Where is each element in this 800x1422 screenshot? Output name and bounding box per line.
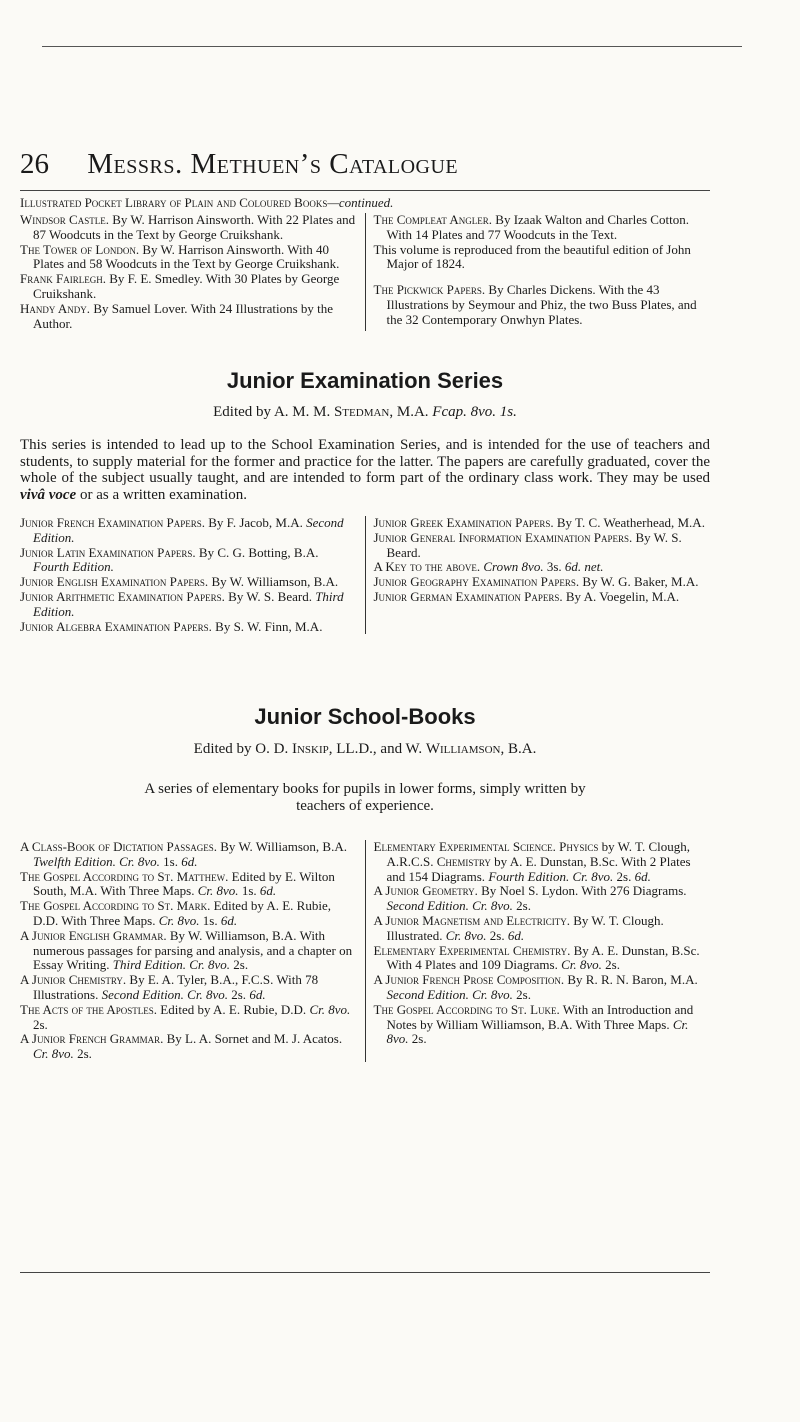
entry-price: 2s. bbox=[230, 957, 249, 973]
entry-details: By W. Harrison Ainsworth. With 40 Plates and 58 Woodcuts in the Text by George Cruikshank. bbox=[33, 241, 340, 272]
entry-details: By A. Voegelin, M.A. bbox=[562, 588, 680, 604]
catalogue-entry bbox=[374, 213, 711, 243]
catalogue-entry bbox=[374, 283, 711, 327]
entry-title: The Gospel According to St. Luke. bbox=[373, 1001, 560, 1017]
catalogue-entry bbox=[374, 884, 711, 914]
catalogue-entry bbox=[20, 840, 357, 870]
catalogue-entry bbox=[374, 560, 711, 575]
catalogue-entry bbox=[374, 531, 711, 561]
entry-details: By T. C. Weatherhead, M.A. bbox=[553, 515, 705, 530]
format: Fcap. 8vo. bbox=[432, 404, 497, 420]
entry-format: Cr. 8vo. bbox=[561, 957, 602, 973]
entry-format: Cr. 8vo. bbox=[309, 1001, 351, 1017]
catalogue-entry bbox=[20, 590, 357, 620]
entry-price-pence: 6d. bbox=[259, 883, 277, 899]
entry-details: By W. Williamson, B.A. bbox=[217, 839, 347, 854]
junior-exam-list bbox=[20, 516, 710, 634]
entry-title: Junior Arithmetic Examination Papers. bbox=[20, 588, 225, 604]
entry-title: Elementary Experimental Chemistry. bbox=[373, 942, 571, 958]
entry-price-pence: 6d. bbox=[220, 912, 238, 928]
price: 1s. bbox=[496, 404, 517, 420]
illustrated-left-column bbox=[20, 213, 366, 331]
entry-details: By W. Harrison Ainsworth. With 22 Plates and 87 Woodcuts in the Text by George Cruikshank. bbox=[33, 212, 356, 242]
entry-details: By W. S. Beard. bbox=[386, 529, 682, 560]
entry-price-pence: 6d. bbox=[507, 927, 525, 943]
entry-details-2: by A. E. Dunstan, B.Sc. With 2 Plates and 154 Diagrams. bbox=[386, 853, 691, 884]
catalogue-entry bbox=[20, 575, 357, 590]
illustrated-right-column bbox=[366, 213, 711, 331]
catalogue-entry bbox=[374, 575, 711, 590]
entry-title: The Compleat Angler. bbox=[373, 212, 493, 227]
entry-note: This volume is reproduced from the beautiful edition of John Major of 1824. bbox=[373, 241, 691, 272]
entry-details: By Izaak Walton and Charles Cotton. With 14 Plates and 77 Woodcuts in the Text. bbox=[386, 212, 689, 242]
entry-title-2: Chemistry bbox=[436, 853, 491, 869]
entry-details: By C. G. Botting, B.A. bbox=[195, 544, 319, 560]
page-number: 26 bbox=[20, 148, 49, 180]
catalogue-entry bbox=[20, 973, 357, 1003]
catalogue-entry bbox=[20, 899, 357, 929]
entry-title: Windsor Castle. bbox=[20, 212, 109, 227]
catalogue-entry bbox=[374, 840, 711, 884]
entry-details: By L. A. Sornet and M. J. Acatos. bbox=[163, 1031, 343, 1047]
entry-format: Cr. 8vo. bbox=[386, 1016, 689, 1047]
catalogue-entry bbox=[20, 213, 357, 243]
entry-price: 2s. bbox=[613, 868, 635, 884]
entry-format: Second Edition. Cr. 8vo. bbox=[101, 986, 228, 1002]
entry-price: 2s. bbox=[73, 1046, 92, 1062]
entry-price: 3s. bbox=[543, 559, 565, 575]
illustrated-section bbox=[20, 213, 710, 331]
entry-details: Edited by A. E. Rubie, D.D. With Three Maps. bbox=[33, 898, 331, 928]
entry-title: A Junior Chemistry. bbox=[20, 972, 127, 988]
entry-format: Cr. 8vo. bbox=[197, 883, 239, 899]
catalogue-entry bbox=[374, 590, 711, 605]
junior-school-title: Junior School-Books bbox=[254, 704, 476, 729]
entry-details: By W. Williamson, B.A. bbox=[208, 574, 339, 590]
entry-format: Cr. 8vo. bbox=[445, 927, 487, 943]
entry-details: With an Introduction and Notes by William Williamson, B.A. With Three Maps. bbox=[386, 1001, 694, 1032]
editor-suffix-2: , B.A. bbox=[500, 741, 537, 757]
entry-details: Edited by E. Wilton South, M.A. With Three Maps. bbox=[33, 868, 335, 899]
entry-title: Junior Latin Examination Papers. bbox=[20, 544, 196, 560]
entry-title: The Pickwick Papers. bbox=[373, 282, 486, 298]
catalogue-entry bbox=[374, 1003, 711, 1047]
entry-format: Crown 8vo. bbox=[483, 559, 544, 575]
entry-price: 2s. bbox=[228, 986, 250, 1002]
entry-format: Second Edition. bbox=[33, 515, 344, 545]
entry-title: The Acts of the Apostles. bbox=[20, 1001, 158, 1017]
catalogue-title: Messrs. Methuen’s Catalogue bbox=[87, 148, 459, 180]
junior-school-list bbox=[20, 840, 710, 1062]
entry-title: Junior Greek Examination Papers. bbox=[373, 515, 554, 530]
entry-details: By R. R. N. Baron, M.A. bbox=[564, 972, 698, 988]
entry-title: A Junior Geometry. bbox=[373, 883, 478, 899]
catalogue-entry bbox=[20, 870, 357, 900]
entry-title: Elementary Experimental Science. Physics bbox=[373, 839, 599, 854]
junior-exam-editor bbox=[20, 404, 710, 421]
entry-price-pence: 6d. bbox=[181, 853, 198, 869]
editor-name-williamson: Williamson bbox=[425, 741, 501, 757]
entry-price: 1s. bbox=[159, 853, 182, 869]
school-right-column bbox=[366, 840, 711, 1062]
junior-exam-description bbox=[20, 437, 710, 503]
entry-price: 1s. bbox=[238, 883, 260, 899]
catalogue-entry bbox=[20, 516, 357, 546]
entry-title: A Junior French Grammar. bbox=[20, 1031, 164, 1047]
entry-format: Cr. 8vo. bbox=[33, 1046, 74, 1062]
entry-price-pence: 6d. bbox=[634, 868, 651, 884]
catalogue-entry bbox=[20, 929, 357, 973]
editor-name-inskip: Inskip bbox=[291, 741, 329, 757]
entry-details: By F. Jacob, M.A. bbox=[204, 515, 307, 530]
entry-details: By W. T. Clough. Illustrated. bbox=[386, 912, 664, 943]
catalogue-entry bbox=[20, 1032, 357, 1062]
entry-details: By S. W. Finn, M.A. bbox=[211, 618, 323, 634]
entry-title: The Gospel According to St. Matthew. bbox=[20, 868, 229, 884]
entry-details: By Charles Dickens. With the 43 Illustrations by Seymour and Phiz, the two Buss Plates, and the 32 Contemporary Onwhyn Plates. bbox=[386, 282, 697, 327]
entry-title: Junior Algebra Examination Papers. bbox=[20, 618, 212, 634]
entry-price: 2s. bbox=[486, 927, 508, 943]
entry-details: Edited by A. E. Rubie, D.D. bbox=[157, 1001, 310, 1017]
editor-prefix: Edited by A. M. M. bbox=[213, 404, 334, 420]
junior-exam-title: Junior Examination Series bbox=[226, 368, 504, 393]
entry-format: Cr. 8vo. bbox=[158, 912, 200, 928]
desc-before: This series is intended to lead up to the School Examination Series, and is intended for the use of teachers and students, to supply material for the former and practice for the latter. The papers are carefully graduated, cover the whole of the subject usually taught, and are intended to form part of the ordinary class work. They may be used bbox=[20, 437, 710, 486]
entry-title: Junior German Examination Papers. bbox=[373, 588, 563, 604]
entry-price-pence: 6d. net. bbox=[564, 559, 604, 575]
editor-prefix-2: Edited by O. D. bbox=[193, 741, 292, 757]
school-left-column bbox=[20, 840, 366, 1062]
entry-price: 2s. bbox=[601, 957, 620, 973]
entry-format: Second Edition. Cr. 8vo. bbox=[386, 898, 513, 914]
catalogue-entry bbox=[374, 914, 711, 944]
entry-title: A Class-Book of Dictation Passages. bbox=[20, 839, 218, 854]
entry-title: A Junior English Grammar. bbox=[20, 927, 167, 943]
entry-details: By Noel S. Lydon. With 276 Diagrams. bbox=[477, 883, 687, 899]
entry-format: Second Edition. Cr. 8vo. bbox=[386, 986, 513, 1002]
desc-italic: vivâ voce bbox=[20, 486, 77, 503]
entry-format: Third Edition. Cr. 8vo. bbox=[112, 957, 231, 973]
entry-details: By W. S. Beard. bbox=[224, 588, 316, 604]
catalogue-entry bbox=[20, 243, 357, 273]
editor-middle: , LL.D., and W. bbox=[328, 741, 426, 757]
entry-details: By A. E. Dunstan, B.Sc. With 4 Plates and 109 Diagrams. bbox=[386, 942, 700, 973]
bottom-divider bbox=[20, 1272, 710, 1273]
editor-name: Stedman bbox=[333, 404, 390, 420]
entry-title: Junior General Information Examination Papers. bbox=[373, 529, 633, 545]
catalogue-entry bbox=[20, 302, 357, 332]
entry-title: The Tower of London. bbox=[20, 241, 140, 257]
entry-price: 2s. bbox=[33, 1016, 48, 1032]
catalogue-entry bbox=[20, 620, 357, 635]
entry-title: Junior Geography Examination Papers. bbox=[373, 574, 580, 590]
entry-price: 2s. bbox=[512, 898, 531, 914]
catalogue-entry bbox=[20, 272, 357, 302]
entry-details: By W. Williamson, B.A. With numerous passages for parsing and analysis, and a chapter on Essay Writing. bbox=[33, 927, 353, 973]
entry-format: Twelfth Edition. Cr. 8vo. bbox=[33, 853, 160, 869]
entry-price-pence: 6d. bbox=[249, 986, 266, 1002]
entry-details: by W. T. Clough, A.R.C.S. bbox=[386, 839, 691, 869]
editor-suffix: , M.A. bbox=[389, 404, 433, 420]
entry-title: Junior French Examination Papers. bbox=[20, 515, 205, 530]
entry-price: 2s. bbox=[512, 986, 531, 1002]
entry-title: A Junior French Prose Composition. bbox=[373, 972, 565, 988]
exam-left-column bbox=[20, 516, 366, 634]
entry-title: A Junior Magnetism and Electricity. bbox=[373, 912, 570, 928]
entry-details: By Samuel Lover. With 24 Illustrations by the Author. bbox=[33, 300, 334, 331]
desc-after: or as a written examination. bbox=[76, 486, 247, 503]
entry-details: By F. E. Smedley. With 30 Plates by George Cruikshank. bbox=[33, 271, 340, 301]
catalogue-entry bbox=[20, 1003, 357, 1033]
catalogue-entry bbox=[374, 973, 711, 1003]
continued-heading bbox=[20, 196, 710, 211]
entry-price: 2s. bbox=[408, 1031, 427, 1047]
exam-right-column bbox=[366, 516, 711, 634]
catalogue-entry bbox=[374, 516, 711, 531]
entry-format: Fourth Edition. bbox=[33, 559, 114, 575]
entry-title: Junior English Examination Papers. bbox=[20, 574, 209, 590]
entry-details: By W. G. Baker, M.A. bbox=[579, 574, 699, 590]
entry-title: The Gospel According to St. Mark. bbox=[20, 898, 211, 914]
entry-title: A Key to the above. bbox=[373, 559, 481, 575]
entry-details: By E. A. Tyler, B.A., F.C.S. With 78 Illustrations. bbox=[33, 972, 319, 1002]
catalogue-entry bbox=[374, 944, 711, 974]
junior-school-description: A series of elementary books for pupils in lower forms, simply written by teachers of experience. bbox=[144, 781, 586, 814]
entry-format: Third Edition. bbox=[33, 588, 344, 619]
entry-title: Handy Andy. bbox=[20, 300, 91, 316]
page-header bbox=[20, 148, 720, 181]
continued-heading-text: Illustrated Pocket Library of Plain and Coloured Books bbox=[20, 195, 328, 210]
entry-title: Frank Fairlegh. bbox=[20, 271, 106, 287]
header-divider bbox=[20, 190, 710, 191]
junior-school-editor bbox=[20, 741, 710, 758]
continued-suffix: —continued. bbox=[327, 195, 394, 210]
entry-format: Fourth Edition. Cr. 8vo. bbox=[488, 868, 614, 884]
catalogue-entry bbox=[20, 546, 357, 576]
entry-price: 1s. bbox=[199, 912, 221, 928]
